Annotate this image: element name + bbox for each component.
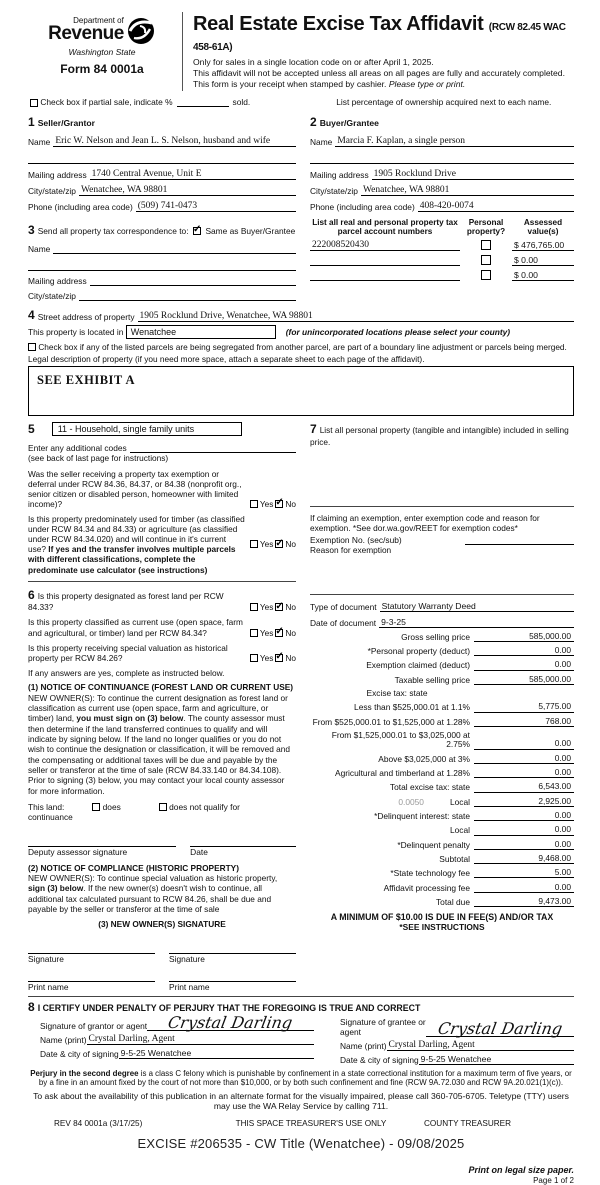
parcel-row — [310, 270, 574, 281]
buyer-name-label: Name — [310, 136, 333, 147]
form-header — [28, 8, 574, 91]
segregated-label: Check box if any of the listed parcels are being segregated from another parcel, are part of a boundary line adjustment or parcels being merged. — [38, 341, 567, 352]
personal-property-checkbox[interactable] — [481, 240, 491, 250]
parcel-row — [310, 240, 574, 251]
reason-exemption-label: Reason for exemption — [310, 545, 392, 556]
grantee-date-field[interactable]: 9-5-25 Wenatchee — [419, 1054, 574, 1065]
grantor-signature-label: Signature of grantor or agent — [40, 1020, 148, 1031]
seller-name-label: Name — [28, 136, 51, 147]
signature-label: Signature — [169, 953, 205, 964]
rcw-reference: (RCW 82.45 WAC 458-61A) — [193, 22, 566, 53]
assessed-value-field[interactable]: $ 476,765.00 — [512, 240, 574, 251]
additional-codes-field[interactable] — [130, 443, 296, 453]
section-divider — [28, 581, 296, 582]
assessed-value-field[interactable]: $ 0.00 — [512, 255, 574, 266]
seller-phone-field[interactable]: (509) 741-0473 — [136, 201, 296, 212]
excise-stamp: EXCISE #206535 - CW Title (Wenatchee) - 09/08/2025 — [137, 1136, 465, 1152]
treasurer-space-label: THIS SPACE TREASURER'S USE ONLY — [235, 1119, 387, 1129]
legal-description-value: SEE EXHIBIT A — [37, 373, 135, 388]
tax-line-value[interactable]: 0.00 — [474, 825, 574, 835]
q1-yes-checkbox[interactable] — [250, 500, 258, 508]
tax-line-label: 0.0050 Local — [398, 796, 470, 807]
corr-name-extra-line[interactable] — [28, 259, 296, 271]
seller-mailing-field[interactable]: 1740 Central Avenue, Unit E — [90, 169, 296, 180]
q6a-no-checkbox[interactable] — [275, 603, 283, 611]
new-owner-signature-title: (3) NEW OWNER(S) SIGNATURE — [98, 919, 226, 930]
personal-property-checkbox[interactable] — [481, 255, 491, 265]
legal-description-box[interactable] — [28, 366, 574, 416]
tty-statement: To ask about the availability of this publication in an alternate format for the visually impaired, please call 360-705-6705. Teletype (TTY) users may use the WA Relay Service by calling 711. — [33, 1090, 569, 1111]
new-owner-printname-line[interactable] — [169, 972, 296, 982]
reet-affidavit-form: Department of Revenue Washington State Form 84 0001a Real Estate Excise Tax Affidavit (RCW 82.45 WAC 458-61A) Only for sales in a single location code on or after April 1, 2025. This affidavit will not be accepted unless all areas on all pages are fully and accurately completed. This form is your receipt when stamped by cashier. Please type or print. Check box if partial sale, indicate % sold. List percentage of ownership acquired next to each name. 1 Seller/Grantor Name Eric W. Nelson and Jean L. S. Nelson, husband and wife Mailing address 1740 Central Avenue, Unit E City/state/zip Wenatchee, WA 98801 Phone (including area code) (509) 741-0473 3 Send all property tax correspondence to: ✓ Same as Buyer/Grantee Name Mailing address City/state/zip 2 Buyer/Grantee Name Marcia F. Kaplan, a single person Mailing address 1905 Rocklund Drive City/state/zip Wenatchee, WA 98801 Phone (including area code) 408-420-0074 List all real and personal property tax parcel account numbers Personal property? Assessed value(s) 222008520430 $ 476,765.00 $ 0.00 $ 0.00 4 Street address of property 1905 Rocklund Drive, Wenatchee, WA 98801 This property is located in Wenatchee (for unincorporated locations please select your county) Check box if any of the listed parcels are being segregated from another parcel, are part of a boundary line adjustment or parcels being merged. Legal description of property (if you need more space, attach a separate sheet to each page of the affidavit). SEE EXHIBIT A 5 11 - Household, single family units Enter any additional codes (see back of last page for instructions) Was the seller receiving a property tax exemption or deferral under RCW 84.36, 84.37, or 84.38 (nonprofit org., senior citizen or disabled person, homeowner with limited income)? Yes ✓ No Is this property predominately used for timber (as classified under RCW 84.34 and 84.33) or agriculture (as classified under RCW 84.34.020) and will continue in it's current use? If yes and the transfer involves multiple parcels with different classifications, complete the predominate use calculator (see instructions) Yes ✓ No 6 Is this property designated as forest land per RCW 84.33? Yes ✓ No Is this property classified as current use (open space, farm and agricultural, or timber) land per RCW 84.34? Yes ✓ No Is this property receiving special valuation as historical property per RCW 84.26? Yes ✓ No If any answers are yes, complete as instructed below. (1) NOTICE OF CONTINUANCE (FOREST LAND OR CURRENT USE) NEW OWNER(S): To continue the current designation as forest land or classification as current use (open space, farm and agriculture, or timber) land, you must sign on (3) below. The county assessor must then determine if the land transferred continues to qualify and will indicate by signing below. If the land no longer qualifies or you do not wish to continue the designation or classification, it will be removed and the compensating or additional taxes will be due and payable by the seller or transferor at the time of sale (RCW 84.33.140 or 84.34.108). Prior to signing (3) below, you may contact your local county assessor for more information. This land: does does not qualify for continuance Deputy assessor signature Date (2) NOTICE OF COMPLIANCE (HISTORIC PROPERTY) NEW OWNER(S): To continue special valuation as historic property, sign (3) below. If the new owner(s) doesn't wish to continue, all additional tax calculated pursuant to RCW 84.26, shall be due and payable by the seller or transferor at the time of sale (3) NEW OWNER(S) SIGNATURE Signature Signature Print name Print name 7 List all personal property (tangible and intangible) included in selling price. If claiming an exemption, enter exemption code and reason for exemption. *See dor.wa.gov/REET for exemption codes* Exemption No. (sec/sub) Reason for exemption Type of document Statutory Warranty Deed Date of document 9-3-25 Gross selling price 585,000.00 *Personal property (deduct) 0.00 Exemption claimed (deduct) 0.00 Taxable selling price 585,000.00 Excise tax: state Less than $525,000.01 at 1.1% 5,775.00 From $525,000.01 to $1,525,000 at 1.28% 768.00 From $1,525,000.01 to $3,025,000 at 2.75% 0.00 Above $3,025,000 at 3% 0.00 Agricultural and timberland at 1.28% 0.00 Total excise tax: state 6,543.00 0.0050 Local 2,925.00 *Delinquent interest: state 0.00 Local 0.00 *Delinquent penalty 0.00 Subtotal 9,468.00 *State technology fee 5.00 Affidavit processing fee 0.00 Total due 9,473.00 A MINIMUM OF $10.00 IS DUE IN FEE(S) AND/OR TAX *SEE INSTRUCTIONS 8 I CERTIFY UNDER PENALTY OF PERJURY THAT THE FOREGOING IS TRUE AND CORRECT Signature of grantor or agent Crystal Darling Name (print) Crystal Darling, Agent Date & city of signing 9-5-25 Wenatchee Signature of grantee or agent Crystal Darling Name (print) Crystal Darling, Agent Date & city of signing 9-5-25 Wenatchee Perjury in the second degree is a class C felony which is punishable by confinement in a state correctional institution for a maximum term of five years, or by a fine in an amount fixed by the court of not more than $10,000, or by both such confinement and fine (RCW 9A.72.030 and RCW 9A.20.021(1)(c)). To ask about the availability of this publication in an alternate format for the visually impaired, please call 360-705-6705. Teletype (TTY) users may use the WA Relay Service by calling 711. REV 84 0001a (3/17/25) THIS SPACE TREASURER'S USE ONLY COUNTY TREASURER EXCISE #206535 - CW Title (Wenatchee) - 09/08/2025 Print on legal size paper. Page 1 of 2 — [0, 0, 600, 988]
q6c-no-checkbox[interactable] — [275, 654, 283, 662]
partial-sale-sold-label: sold. — [232, 96, 251, 107]
buyer-phone-field[interactable]: 408-420-0074 — [418, 201, 574, 212]
grantor-printname-label: Name (print) — [40, 1034, 87, 1045]
revenue-swirl-logo-icon — [126, 16, 156, 46]
buyer-mailing-label: Mailing address — [310, 169, 369, 180]
section1-heading: 1 Seller/Grantor — [28, 114, 95, 129]
does-label: does — [102, 802, 121, 813]
header-divider — [182, 12, 183, 91]
new-owner-signature-line[interactable] — [28, 944, 155, 954]
date-of-document-label: Date of document — [310, 617, 377, 628]
tax-line-label: Subtotal — [439, 853, 470, 864]
parcel-number-field[interactable] — [310, 255, 460, 266]
print-note: Print on legal size paper. — [468, 1165, 574, 1176]
buyer-name-extra-line[interactable] — [310, 152, 574, 164]
seller-csz-field[interactable]: Wenatchee, WA 98801 — [79, 185, 296, 196]
see-instructions-note: *SEE INSTRUCTIONS — [399, 922, 485, 933]
dept-of-label: Department of — [73, 16, 124, 25]
does-not-label: does not qualify for — [169, 802, 240, 813]
form-number: Form 84 0001a — [60, 62, 144, 76]
corr-csz-field[interactable] — [79, 291, 296, 301]
tax-line-label: Agricultural and timberland at 1.28% — [334, 767, 470, 778]
continuance-label: continuance — [28, 812, 73, 823]
section-divider — [310, 594, 574, 595]
historical-property-question: Is this property receiving special valuation as historical property per RCW 84.26? — [28, 642, 228, 663]
partial-sale-percent-input[interactable] — [177, 106, 229, 107]
q6a-yes-checkbox[interactable] — [250, 603, 258, 611]
tax-line-label: Total due — [436, 896, 470, 907]
page-number: Page 1 of 2 — [533, 1176, 574, 1185]
date-of-document-field[interactable]: 9-3-25 — [379, 617, 574, 628]
seller-mailing-label: Mailing address — [28, 169, 87, 180]
located-note: (for unincorporated locations please select your county) — [285, 326, 511, 337]
personal-property-checkbox[interactable] — [481, 270, 491, 280]
tax-line-label: Total excise tax: state — [389, 782, 470, 793]
corr-mailing-field[interactable] — [90, 276, 296, 286]
tax-line-value[interactable]: 6,543.00 — [474, 782, 574, 792]
county-select[interactable]: Wenatchee — [126, 325, 276, 339]
land-does-not-checkbox[interactable] — [159, 803, 167, 811]
tax-line-label: Exemption claimed (deduct) — [366, 660, 470, 671]
buyer-csz-label: City/state/zip — [310, 185, 358, 196]
county-treasurer-label: COUNTY TREASURER — [424, 1119, 512, 1129]
seller-name-extra-line[interactable] — [28, 152, 296, 164]
tax-line-label: From $525,000.01 to $1,525,000 at 1.28% — [312, 716, 470, 727]
tax-line-value[interactable]: 0.00 — [474, 768, 574, 778]
section8-divider — [28, 996, 574, 997]
grantee-signature[interactable]: Crystal Darling — [436, 1018, 564, 1038]
seller-phone-label: Phone (including area code) — [28, 201, 133, 212]
land-use-code-select[interactable]: 11 - Household, single family units — [52, 422, 242, 436]
q6b-yes-checkbox[interactable] — [250, 629, 258, 637]
tax-line-value[interactable]: 0.00 — [474, 660, 574, 670]
corr-name-field[interactable] — [53, 244, 296, 254]
section5-number: 5 — [28, 422, 35, 437]
additional-codes-label: Enter any additional codes — [28, 443, 127, 454]
exemption-no-field[interactable] — [465, 535, 574, 545]
timber-agriculture-question: Is this property predominately used for timber (as classified under RCW 84.34 and 84.33) or agriculture (as classified under RCW 84.34.020) and will continue in it's current use? If yes and the transfer involves multiple parcels with different classifications, complete the predominate use calculator (see instructions) — [28, 514, 245, 575]
tax-line-value[interactable]: 5,775.00 — [474, 702, 574, 712]
tax-line-value[interactable]: 5.00 — [474, 868, 574, 878]
grantor-date-label: Date & city of signing — [40, 1048, 119, 1059]
tax-line-label: *Delinquent interest: state — [374, 810, 470, 821]
grantor-signature[interactable]: Crystal Darling — [166, 1012, 295, 1032]
grantee-signature-label: Signature of grantee or agent — [340, 1016, 426, 1037]
parcel-row — [310, 255, 574, 266]
washington-state-label: Washington State — [68, 47, 136, 57]
section-divider — [310, 506, 574, 507]
q1-no-checkbox[interactable] — [275, 500, 283, 508]
q2-no-checkbox[interactable] — [275, 540, 283, 548]
tax-line-label: Local — [449, 825, 470, 836]
grantee-printname-label: Name (print) — [340, 1040, 387, 1051]
deputy-date-label: Date — [190, 846, 208, 857]
grantor-date-field[interactable]: 9-5-25 Wenatchee — [119, 1048, 314, 1059]
tax-line-value[interactable]: 9,473.00 — [474, 897, 574, 907]
section7-heading: 7 List all personal property (tangible and intangible) included in selling price. — [310, 422, 569, 448]
tax-line-label: Affidavit processing fee — [383, 882, 470, 893]
street-address-label: Street address of property — [37, 311, 135, 322]
signature-label: Signature — [28, 953, 64, 964]
tax-line-label: Taxable selling price — [394, 674, 470, 685]
section2-heading: 2 Buyer/Grantee — [310, 114, 379, 129]
assessed-value-field[interactable]: $ 0.00 — [512, 270, 574, 281]
partial-sale-label: Check box if partial sale, indicate % — [40, 96, 173, 107]
legal-description-label: Legal description of property (if you need more space, attach a separate sheet to each page of the affidavit). — [28, 353, 425, 364]
excise-tax-state-header: Excise tax: state — [366, 688, 428, 699]
notice-continuance-text: NEW OWNER(S): To continue the current designation as forest land or classification as current use (open space, farm and agriculture, or timber) land, you must sign on (3) below. The county assessor must then determine if the land transferred continues to qualify and will indicate by signing below. If the land no longer qualifies or you do not wish to continue the designation or classification, it will be removed and the compensating or additional taxes will be due and payable by the seller or transferor at the time of sale (RCW 84.33.140 or 84.34.108). Prior to signing (3) below, you may contact your local county assessor for more information. — [28, 692, 290, 796]
exemption-note: If claiming an exemption, enter exemption code and reason for exemption. *See dor.wa.gov/REET for exemption codes* — [310, 512, 540, 533]
perjury-statement: Perjury in the second degree is a class C felony which is punishable by confinement in a state correctional institution for a maximum term of five years, or by a fine in an amount fixed by the court of not more than $10,000, or by both such confinement and fine (RCW 9A.72.030 and RCW 9A.20.021(1)(c)). — [30, 1068, 572, 1088]
form-instructions: Only for sales in a single location code on or after April 1, 2025. This affidavit will not be accepted unless all areas on all pages are fully and accurately completed. This form is your receipt when stamped by cashier. Please type or print. — [193, 57, 565, 90]
located-in-label: This property is located in — [28, 326, 124, 337]
dor-logo-block — [28, 8, 176, 91]
buyer-name-field[interactable]: Marcia F. Kaplan, a single person — [335, 136, 574, 147]
type-of-document-field[interactable]: Statutory Warranty Deed — [380, 601, 574, 612]
tax-line-value[interactable]: 0.00 — [474, 739, 574, 749]
exemption-no-label: Exemption No. (sec/sub) — [310, 535, 402, 546]
tax-line-value[interactable]: 0.00 — [474, 811, 574, 821]
tax-line-value[interactable]: 768.00 — [474, 717, 574, 727]
deputy-date-line[interactable] — [190, 837, 296, 847]
buyer-csz-field[interactable]: Wenatchee, WA 98801 — [361, 185, 574, 196]
notice-compliance-title: (2) NOTICE OF COMPLIANCE (HISTORIC PROPERTY) — [28, 862, 239, 873]
section4-number: 4 — [28, 307, 35, 322]
rev-form-number: REV 84 0001a (3/17/25) — [54, 1119, 143, 1129]
form-title: Real Estate Excise Tax Affidavit (RCW 82.45 WAC 458-61A) — [193, 13, 566, 53]
grantee-printname-field[interactable]: Crystal Darling, Agent — [387, 1040, 574, 1051]
same-as-buyer-label: Same as Buyer/Grantee — [205, 225, 296, 236]
tax-line-value[interactable]: 0.00 — [474, 646, 574, 656]
tax-line-label: Gross selling price — [401, 631, 470, 642]
print-name-label: Print name — [28, 981, 69, 992]
corr-csz-label: City/state/zip — [28, 290, 76, 301]
personal-property-list-area[interactable] — [310, 448, 574, 500]
tax-line-value[interactable]: 585,000.00 — [474, 675, 574, 685]
buyer-mailing-field[interactable]: 1905 Rocklund Drive — [372, 169, 574, 180]
tax-line-value[interactable]: 0.00 — [474, 754, 574, 764]
tax-line-label: *Personal property (deduct) — [367, 646, 470, 657]
new-owner-signature-line[interactable] — [169, 944, 296, 954]
parcel-table-header: List all real and personal property tax parcel account numbers Personal property? Assessed value(s) — [312, 217, 563, 236]
tax-line-value[interactable]: 0.00 — [474, 883, 574, 893]
q2-yes-checkbox[interactable] — [250, 540, 258, 548]
type-of-document-label: Type of document — [310, 601, 377, 612]
seller-name-field[interactable]: Eric W. Nelson and Jean L. S. Nelson, husband and wife — [53, 136, 296, 147]
section3-heading: 3 Send all property tax correspondence to: ✓ Same as Buyer/Grantee — [28, 221, 296, 239]
seller-csz-label: City/state/zip — [28, 185, 76, 196]
tax-line-label: *State technology fee — [390, 868, 470, 879]
parcel-number-field[interactable]: 222008520430 — [310, 240, 460, 251]
this-land-label: This land: — [28, 802, 65, 813]
minimum-due-note: A MINIMUM OF $10.00 IS DUE IN FEE(S) AND/OR TAX — [330, 912, 554, 923]
revenue-wordmark: Revenue — [48, 23, 124, 44]
parcel-number-field[interactable] — [310, 270, 460, 281]
reason-exemption-area[interactable] — [310, 556, 574, 588]
same-as-buyer-checkbox[interactable] — [193, 227, 201, 235]
tax-line-label: *Delinquent penalty — [397, 839, 470, 850]
notice-compliance-text: NEW OWNER(S): To continue special valuation as historic property, sign (3) below. If the new owner(s) doesn't wish to continue, all additional tax calculated pursuant to RCW 84.26, shall be due and payable by the seller or transferor at the time of sale — [28, 872, 278, 914]
segregated-checkbox[interactable] — [28, 343, 36, 351]
grantor-printname-field[interactable]: Crystal Darling, Agent — [87, 1034, 314, 1045]
deputy-assessor-signature-line[interactable] — [28, 837, 176, 847]
new-owner-printname-line[interactable] — [28, 972, 155, 982]
see-back-note: (see back of last page for instructions) — [28, 453, 169, 464]
section8-heading: 8 I CERTIFY UNDER PENALTY OF PERJURY THAT THE FOREGOING IS TRUE AND CORRECT — [28, 999, 421, 1014]
grantee-date-label: Date & city of signing — [340, 1054, 419, 1065]
complete-instruction: If any answers are yes, complete as instructed below. — [28, 667, 225, 678]
buyer-phone-label: Phone (including area code) — [310, 201, 415, 212]
print-name-label: Print name — [169, 981, 210, 992]
tax-line-value[interactable]: 9,468.00 — [474, 854, 574, 864]
q6b-no-checkbox[interactable] — [275, 629, 283, 637]
corr-name-label: Name — [28, 243, 51, 254]
tax-line-value[interactable]: 2,925.00 — [474, 797, 574, 807]
deputy-assessor-label: Deputy assessor signature — [28, 846, 128, 857]
tax-line-label: Above $3,025,000 at 3% — [378, 753, 470, 764]
corr-mailing-label: Mailing address — [28, 275, 87, 286]
tax-line-value[interactable]: 0.00 — [474, 840, 574, 850]
tax-line-label: Less than $525,000.01 at 1.1% — [354, 702, 470, 713]
ownership-note: List percentage of ownership acquired next to each name. — [336, 96, 552, 107]
land-does-checkbox[interactable] — [92, 803, 100, 811]
notice-continuance-title: (1) NOTICE OF CONTINUANCE (FOREST LAND OR CURRENT USE) — [28, 682, 294, 693]
current-use-question: Is this property classified as current use (open space, farm and agricultural, or timber) land per RCW 84.34? — [28, 617, 243, 638]
q6c-yes-checkbox[interactable] — [250, 654, 258, 662]
local-rate-value: 0.0050 — [398, 796, 424, 807]
partial-sale-checkbox[interactable] — [30, 99, 38, 107]
street-address-field[interactable]: 1905 Rocklund Drive, Wenatchee, WA 98801 — [138, 311, 574, 322]
exemption-deferral-question: Was the seller receiving a property tax exemption or deferral under RCW 84.36, 84.37, or 84.38 (nonprofit org., senior citizen or disabled person, homeowner with limited income)? — [28, 468, 242, 509]
tax-line-label: From $1,525,000.01 to $3,025,000 at 2.75% — [331, 730, 470, 750]
tax-line-value[interactable]: 585,000.00 — [474, 632, 574, 642]
forest-land-question: 6 Is this property designated as forest land per RCW 84.33? — [28, 587, 224, 613]
